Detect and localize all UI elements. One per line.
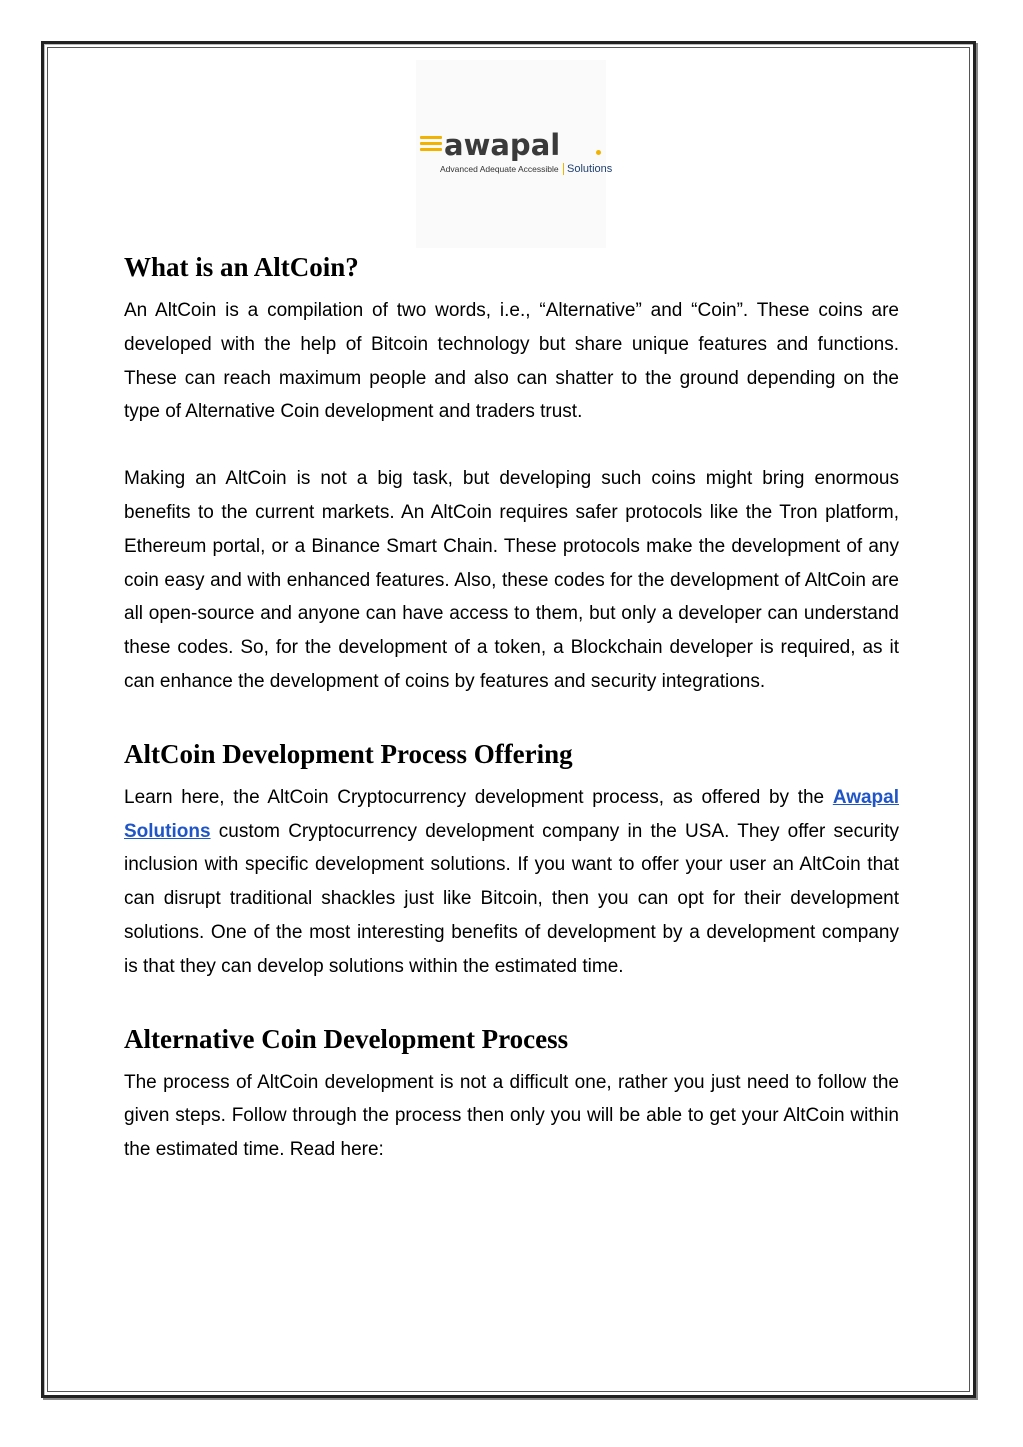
logo-tagline-text: Advanced Adequate Accessible (440, 164, 559, 174)
company-logo (416, 60, 613, 248)
logo-suffix: Solutions (563, 163, 612, 175)
paragraph-making-altcoin: Making an AltCoin is not a big task, but developing such coins might bring enormous benefits to the current markets. An AltCoin requires safer protocols like the Tron platform, Ethereum portal, or a Binance Smart Chain. These protocols make the development of any coin easy and with enhanced features. Also, these codes for the development of AltCoin are all open-source and anyone can have access to them, but only a developer can understand these codes. So, for the development of a token, a Blockchain developer is required, as it can enhance the development of coins by features and security integrations. (124, 468, 899, 692)
logo-bars-icon (420, 136, 442, 156)
logo-mark (416, 128, 606, 162)
paragraph-text-after-link: custom Cryptocurrency development company in the USA. They offer security inclusion with specific development solutions. If you want to offer your user an AltCoin that can disrupt traditional shackles just like Bitcoin, then you can opt for their development solutions. One of the most interesting benefits of development by a development company is that they can develop solutions within the estimated time. (124, 820, 899, 977)
paragraph-altcoin-definition: An AltCoin is a compilation of two words, i.e., “Alternative” and “Coin”. These coins are developed with the help of Bitcoin technology but share unique features and functions. These can reach maximum people and also can shatter to the ground depending on the type of Alternative Coin development and traders trust. (124, 300, 899, 423)
paragraph-text-before-link: Learn here, the AltCoin Cryptocurrency development process, as offered by the (124, 786, 825, 808)
section-heading-development-process-offering: AltCoin Development Process Offering (124, 738, 573, 769)
document-body (124, 248, 899, 1167)
logo-wordmark: awapal (444, 128, 561, 162)
logo-tagline (440, 163, 612, 175)
paragraph-development-offering (124, 781, 899, 984)
logo-dot-icon (596, 150, 601, 155)
awapal-solutions-link[interactable]: Awapal Solutions (124, 786, 899, 842)
section-heading-alternative-coin-process: Alternative Coin Development Process (124, 1023, 569, 1054)
paragraph-process-intro: The process of AltCoin development is not a difficult one, rather you just need to follow the given steps. Follow through the process then only you will be able to get your AltCoin within the estimated time. Read here: (124, 1071, 899, 1161)
section-heading-what-is-altcoin: What is an AltCoin? (124, 252, 359, 282)
